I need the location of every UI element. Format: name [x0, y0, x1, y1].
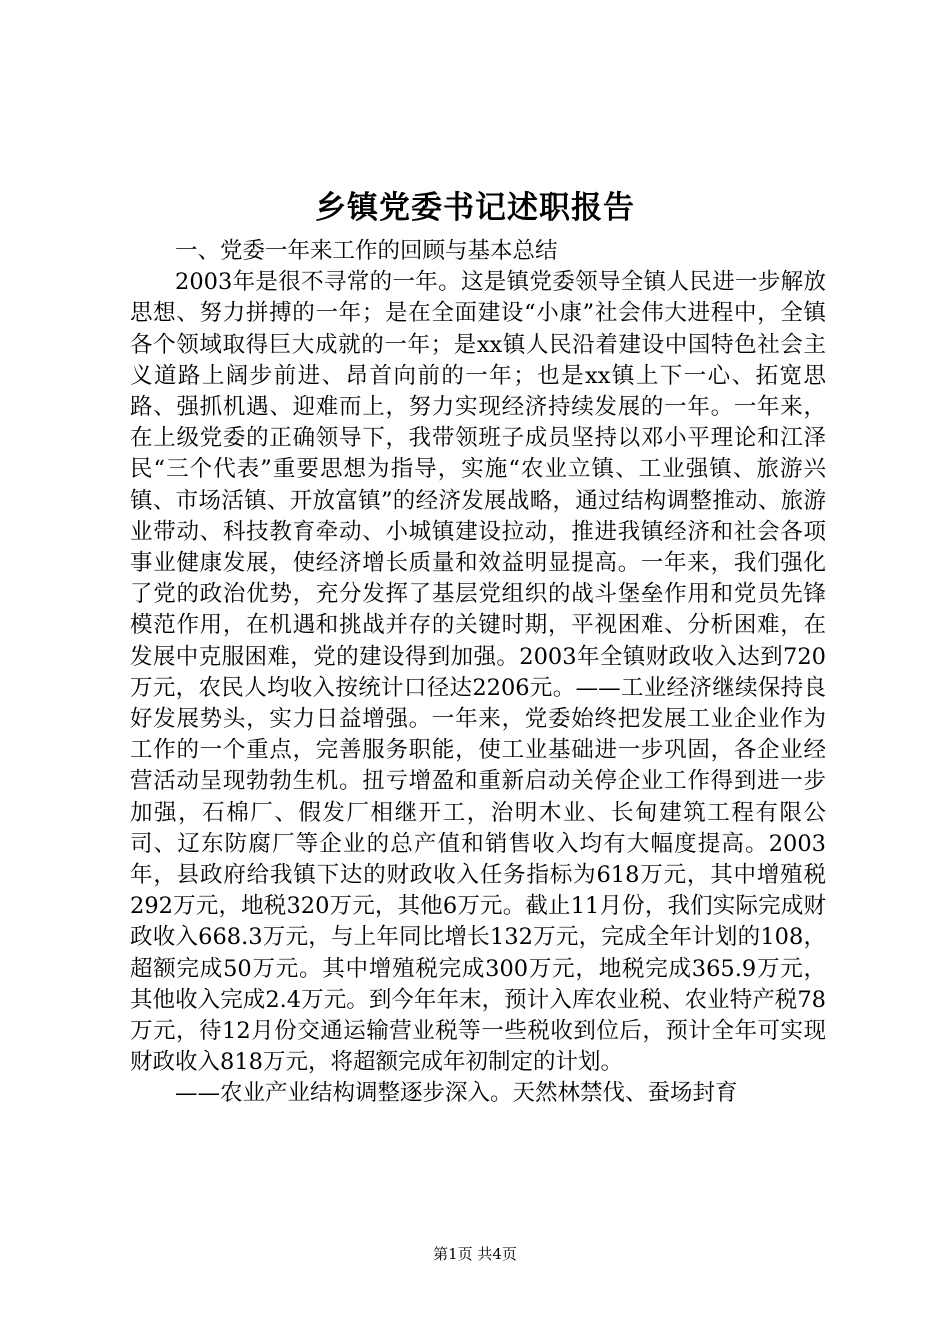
- section-heading: 一、党委一年来工作的回顾与基本总结: [175, 238, 558, 264]
- body-paragraph: ——农业产业结构调整逐步深入。天然林禁伐、蚕场封育: [175, 1080, 738, 1107]
- body-paragraph: 2003年是很不寻常的一年。这是镇党委领导全镇人民进一步解放思想、努力拼搏的一年；是在全面建设“小康”社会伟大进程中，全镇各个领域取得巨大成就的一年；是xx镇人民沿着建设中国特色社会主义道路上阔步前进、昂首向前的一年；也是xx镇上下一心、拓宽思路、强抓机遇、迎难而上，努力实现经济持续发展的一年。一年来，在上级党委的正确领导下，我带领班子成员坚持以邓小平理论和江泽民“三个代表”重要思想为指导，实施“农业立镇、工业强镇、旅游兴镇、市场活镇、开放富镇”的经济发展战略，通过结构调整推动、旅游业带动、科技教育牵动、小城镇建设拉动，推进我镇经济和社会各项事业健康发展，使经济增长质量和效益明显提高。一年来，我们强化了党的政治优势，充分发挥了基层党组织的战斗堡垒作用和党员先锋模范作用，在机遇和挑战并存的关键时期，平视困难、分析困难，在发展中克服困难，党的建设得到加强。2003年全镇财政收入达到720万元，农民人均收入按统计口径达2206元。——工业经济继续保持良好发展势头，实力日益增强。一年来，党委始终把发展工业企业作为工作的一个重点，完善服务职能，使工业基础进一步巩固，各企业经营活动呈现勃勃生机。扭亏增盈和重新启动关停企业工作得到进一步加强，石棉厂、假发厂相继开工，治明木业、长甸建筑工程有限公司、辽东防腐厂等企业的总产值和销售收入均有大幅度提高。2003年，县政府给我镇下达的财政收入任务指标为618万元，其中增殖税292万元，地税320万元，其他6万元。截止11月份，我们实际完成财政收入668.3万元，与上年同比增长132万元，完成全年计划的108，超额完成50万元。其中增殖税完成300万元，地税完成365.9万元，其他收入完成2.4万元。到今年年末，预计入库农业税、农业特产税78万元，待12月份交通运输营业税等一些税收到位后，预计全年可实现财政收入818万元，将超额完成年初制定的计划。: [130, 269, 826, 1076]
- document-title: 乡镇党委书记述职报告: [315, 190, 635, 226]
- page-footer: 第1页 共4页: [433, 1245, 517, 1263]
- document-body: [130, 236, 826, 1110]
